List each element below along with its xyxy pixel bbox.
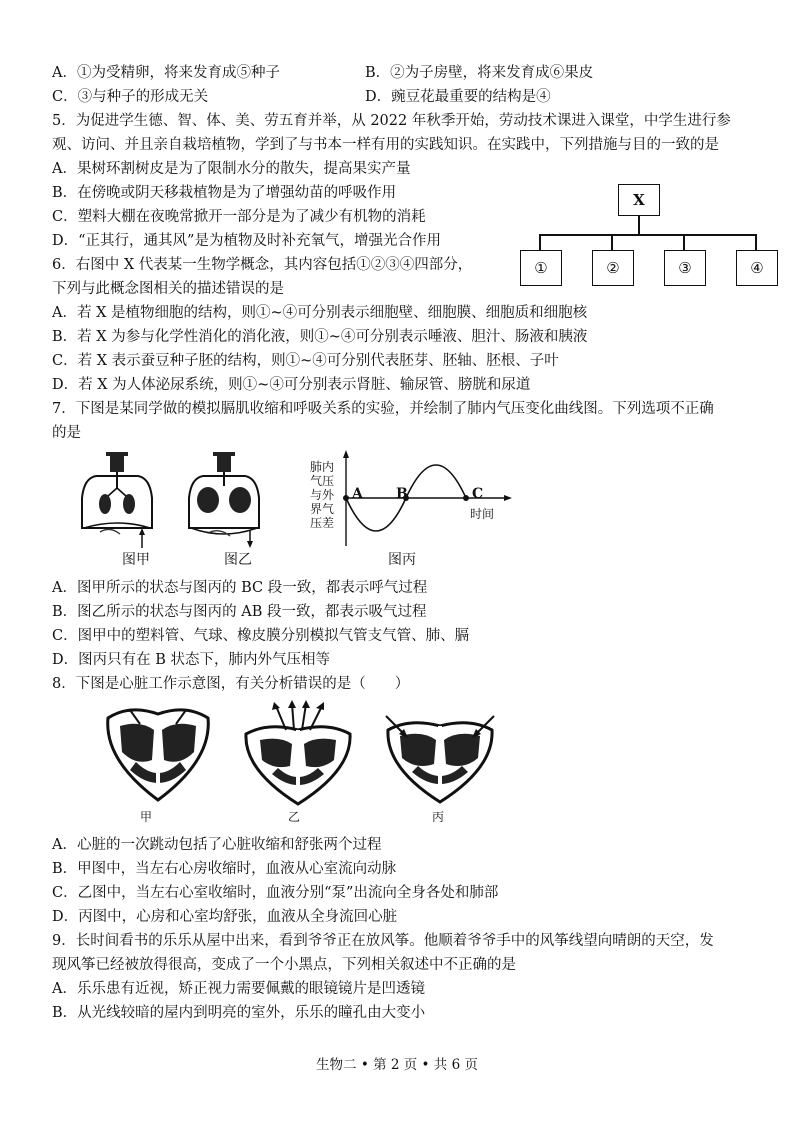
q6-stem-line1: 6．右图中 X 代表某一生物学概念，其内容包括①②③④四部分，	[52, 257, 473, 273]
pressure-curve-ylabel	[310, 460, 334, 530]
q5-option-a: A．果树环割树皮是为了限制水分的散失，提高果实产量	[52, 161, 411, 177]
q9-option-b: B．从光线较暗的屋内到明亮的室外，乐乐的瞳孔由大变小	[52, 1005, 426, 1021]
q6-option-c: C．若 X 表示蚕豆种子胚的结构，则①~④可分别代表胚芽、胚轴、胚根、子叶	[52, 353, 559, 369]
ylabel-line: 与外	[310, 488, 335, 502]
bell-jar-jia	[82, 452, 152, 548]
concept-map-stem-line	[638, 216, 640, 234]
q8-option-d: D．丙图中，心房和心室均舒张，血液从全身流回心脏	[52, 909, 398, 925]
q8-option-b: B．甲图中，当左右心房收缩时，血液从心室流向动脉	[52, 861, 397, 877]
concept-map-branch-line	[539, 234, 541, 250]
heart-label-bing: 丙	[432, 810, 445, 824]
q7-option-b: B．图乙所示的状态与图丙的 AB 段一致，都表示吸气过程	[52, 604, 427, 620]
bell-jar-figures	[70, 448, 290, 558]
q7-stem-line1: 7．下图是某同学做的模拟膈肌收缩和呼吸关系的实验，并绘制了肺内气压变化曲线图。下列选项不正确	[52, 401, 714, 417]
point-a	[343, 495, 349, 501]
q4-option-c: C．③与种子的形成无关	[52, 89, 209, 105]
point-c	[463, 495, 469, 501]
heart-diagram-bing	[386, 716, 494, 802]
figure-label-bing: 图丙	[388, 552, 416, 568]
q9-stem-line2: 现风筝已经被放得很高，变成了一个小黑点，下列相关叙述中不正确的是	[52, 957, 516, 973]
heart-diagram-yi	[246, 700, 350, 804]
q6-option-d: D．若 X 为人体泌尿系统，则①~④可分别表示肾脏、输尿管、膀胱和尿道	[52, 377, 531, 393]
q9-stem-line1: 9．长时间看书的乐乐从屋中出来，看到爷爷正在放风筝。他顺着爷爷手中的风筝线望向晴朗的天空，发	[52, 933, 714, 949]
q7-stem-line2: 的是	[52, 425, 81, 441]
q8-option-a: A．心脏的一次跳动包括了心脏收缩和舒张两个过程	[52, 837, 382, 853]
q7-option-d: D．图丙只有在 B 状态下，肺内外气压相等	[52, 652, 330, 668]
y-axis-arrow	[343, 450, 349, 458]
concept-map-bar-line	[539, 234, 755, 236]
concept-map-branch-line	[683, 234, 685, 250]
q6-stem-line2: 下列与此概念图相关的描述错误的是	[52, 281, 284, 297]
ylabel-line: 压差	[310, 516, 335, 530]
heart-diagrams	[90, 700, 510, 810]
q4-option-a: A．①为受精卵，将来发育成⑤种子	[52, 65, 280, 81]
x-axis-arrow	[504, 495, 512, 501]
q7-option-a: A．图甲所示的状态与图丙的 BC 段一致，都表示呼气过程	[52, 580, 428, 596]
q9-option-a: A．乐乐患有近视，矫正视力需要佩戴的眼镜镜片是凹透镜	[52, 981, 425, 997]
q5-option-d: D．“正其行，通其风”是为植物及时补充氧气，增强光合作用	[52, 233, 441, 249]
heart-diagram-jia	[108, 710, 209, 800]
q6-option-a: A．若 X 是植物细胞的结构，则①~④可分别表示细胞壁、细胞膜、细胞质和细胞核	[52, 305, 588, 321]
figure-label-jia: 图甲	[122, 552, 150, 568]
concept-map	[510, 180, 786, 290]
point-a-label: A	[352, 486, 363, 502]
point-c-label: C	[472, 486, 484, 502]
q5-stem-line2: 观、访问、并且亲自栽培植物，学到了与书本一样有用的实践知识。在实践中，下列措施与目的一致的是	[52, 137, 719, 153]
pressure-curve-chart	[340, 448, 520, 548]
concept-map-branch-line	[755, 234, 757, 250]
q8-stem: 8．下图是心脏工作示意图，有关分析错误的是（ ）	[52, 676, 410, 692]
concept-map-box-1: ①	[520, 250, 562, 286]
heart-label-yi: 乙	[288, 810, 301, 824]
ylabel-line: 界气	[310, 502, 335, 516]
q5-option-b: B．在傍晚或阴天移栽植物是为了增强幼苗的呼吸作用	[52, 185, 397, 201]
q4-option-d: D．豌豆花最重要的结构是④	[365, 89, 551, 105]
figure-label-yi: 图乙	[224, 552, 252, 568]
point-b-label: B	[396, 486, 408, 502]
q6-option-b: B．若 X 为参与化学性消化的消化液，则①~④可分别表示唾液、胆汁、肠液和胰液	[52, 329, 588, 345]
bell-jar-yi	[189, 452, 259, 548]
q4-option-b: B．②为子房壁，将来发育成⑥果皮	[365, 65, 594, 81]
q5-stem-line1: 5．为促进学生德、智、体、美、劳五育并举，从 2022 年秋季开始，劳动技术课进入课堂，中学生进行参	[52, 113, 731, 129]
ylabel-line: 肺内	[310, 460, 335, 474]
q7-option-c: C．图甲中的塑料管、气球、橡皮膜分别模拟气管支气管、肺、膈	[52, 628, 470, 644]
concept-map-box-4: ④	[736, 250, 778, 286]
concept-map-x-box: X	[618, 184, 660, 216]
q8-option-c: C．乙图中，当左右心室收缩时，血液分别“泵”出流向全身各处和肺部	[52, 885, 499, 901]
ylabel-line: 气压	[310, 474, 335, 488]
heart-label-jia: 甲	[140, 810, 153, 824]
concept-map-box-3: ③	[664, 250, 706, 286]
q5-option-c: C．塑料大棚在夜晚常掀开一部分是为了减少有机物的消耗	[52, 209, 426, 225]
x-axis-label: 时间	[470, 507, 495, 521]
concept-map-box-2: ②	[592, 250, 634, 286]
page-footer: 生物二 • 第 2 页 • 共 6 页	[316, 1057, 478, 1073]
concept-map-branch-line	[611, 234, 613, 250]
